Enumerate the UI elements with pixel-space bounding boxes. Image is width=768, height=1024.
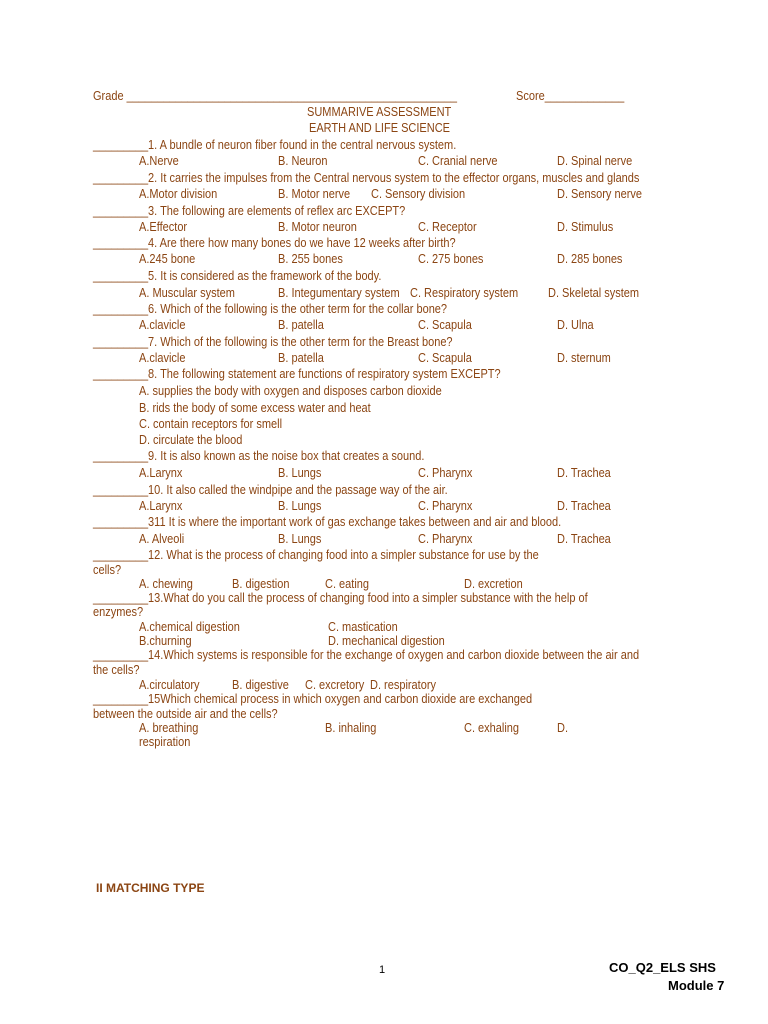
- footer-module: Module 7: [668, 978, 725, 993]
- question-13: _________13.What do you call the process of changing food into a simpler substance with the help of: [93, 591, 588, 605]
- q2-option-d: D. Sensory nerve: [557, 187, 642, 201]
- q6-option-d: D. Ulna: [557, 318, 594, 332]
- q5-option-b: B. Integumentary system: [278, 286, 400, 300]
- q15-option-c: C. exhaling: [464, 721, 520, 735]
- question-4: _________4. Are there how many bones do we have 12 weeks after birth?: [93, 236, 456, 250]
- q3-option-c: C. Receptor: [418, 220, 477, 234]
- q13-option-c: C. mastication: [328, 620, 398, 634]
- q15-option-b: B. inhaling: [325, 721, 377, 735]
- q13-option-b: B.churning: [139, 634, 192, 648]
- q10-option-c: C. Pharynx: [418, 499, 473, 513]
- q15-option-a: A. breathing: [139, 721, 199, 735]
- question-15: _________15Which chemical process in which oxygen and carbon dioxide are exchanged: [93, 692, 533, 706]
- q8-option-a: A. supplies the body with oxygen and disposes carbon dioxide: [139, 384, 442, 398]
- q4-option-b: B. 255 bones: [278, 252, 343, 266]
- grade-line: Grade ______________________________________________________: [93, 89, 457, 103]
- q6-option-c: C. Scapula: [418, 318, 472, 332]
- q2-option-a: A.Motor division: [139, 187, 218, 201]
- q15-option-d: D.: [557, 721, 568, 735]
- question-8: _________8. The following statement are functions of respiratory system EXCEPT?: [93, 367, 501, 381]
- q9-option-d: D. Trachea: [557, 466, 611, 480]
- subject-title: EARTH AND LIFE SCIENCE: [309, 121, 451, 135]
- q8-option-b: B. rids the body of some excess water and heat: [139, 401, 371, 415]
- q4-option-c: C. 275 bones: [418, 252, 484, 266]
- q2-option-c: C. Sensory division: [371, 187, 466, 201]
- footer-code: CO_Q2_ELS SHS: [609, 960, 716, 975]
- question-14: _________14.Which systems is responsible for the exchange of oxygen and carbon dioxide between the air and: [93, 648, 640, 662]
- q11-option-b: B. Lungs: [278, 532, 322, 546]
- q15-option-d-cont: respiration: [139, 735, 191, 749]
- section-heading: II MATCHING TYPE: [96, 881, 205, 895]
- q12-option-d: D. excretion: [464, 577, 523, 591]
- q9-option-a: A.Larynx: [139, 466, 183, 480]
- q14-option-b: B. digestive: [232, 678, 289, 692]
- q4-option-a: A.245 bone: [139, 252, 196, 266]
- q9-option-b: B. Lungs: [278, 466, 322, 480]
- q3-option-d: D. Stimulus: [557, 220, 614, 234]
- q14-option-a: A.circulatory: [139, 678, 200, 692]
- q3-option-a: A.Effector: [139, 220, 188, 234]
- question-10: _________10. It also called the windpipe and the passage way of the air.: [93, 483, 448, 497]
- q9-option-c: C. Pharynx: [418, 466, 473, 480]
- q12-option-a: A. chewing: [139, 577, 193, 591]
- q10-option-b: B. Lungs: [278, 499, 322, 513]
- q5-option-d: D. Skeletal system: [548, 286, 640, 300]
- q12-option-c: C. eating: [325, 577, 370, 591]
- question-15-cont: between the outside air and the cells?: [93, 707, 278, 721]
- q1-option-c: C. Cranial nerve: [418, 154, 498, 168]
- page-number: 1: [379, 964, 386, 976]
- q14-option-d: D. respiratory: [370, 678, 437, 692]
- q2-option-b: B. Motor nerve: [278, 187, 351, 201]
- q7-option-a: A.clavicle: [139, 351, 186, 365]
- q3-option-b: B. Motor neuron: [278, 220, 357, 234]
- q7-option-c: C. Scapula: [418, 351, 472, 365]
- question-12-cont: cells?: [93, 563, 122, 577]
- q8-option-c: C. contain receptors for smell: [139, 417, 283, 431]
- q13-option-d: D. mechanical digestion: [328, 634, 445, 648]
- q10-option-d: D. Trachea: [557, 499, 611, 513]
- q11-option-c: C. Pharynx: [418, 532, 473, 546]
- q7-option-b: B. patella: [278, 351, 324, 365]
- q11-option-d: D. Trachea: [557, 532, 611, 546]
- question-3: _________3. The following are elements of reflex arc EXCEPT?: [93, 204, 406, 218]
- question-5: _________5. It is considered as the framework of the body.: [93, 269, 382, 283]
- question-7: _________7. Which of the following is the other term for the Breast bone?: [93, 335, 453, 349]
- q5-option-a: A. Muscular system: [139, 286, 235, 300]
- question-6: _________6. Which of the following is the other term for the collar bone?: [93, 302, 448, 316]
- q4-option-d: D. 285 bones: [557, 252, 623, 266]
- assessment-title: SUMMARIVE ASSESSMENT: [307, 105, 452, 119]
- q6-option-a: A.clavicle: [139, 318, 186, 332]
- question-11: _________311 It is where the important work of gas exchange takes between and air and blood.: [93, 515, 562, 529]
- q1-option-d: D. Spinal nerve: [557, 154, 633, 168]
- q13-option-a: A.chemical digestion: [139, 620, 240, 634]
- q5-option-c: C. Respiratory system: [410, 286, 519, 300]
- q8-option-d: D. circulate the blood: [139, 433, 243, 447]
- q1-option-a: A.Nerve: [139, 154, 179, 168]
- q6-option-b: B. patella: [278, 318, 324, 332]
- q10-option-a: A.Larynx: [139, 499, 183, 513]
- score-line: Score_____________: [516, 89, 625, 103]
- q7-option-d: D. sternum: [557, 351, 611, 365]
- question-2: _________2. It carries the impulses from the Central nervous system to the effector organs, muscles and glands: [93, 171, 640, 185]
- q14-option-c: C. excretory: [305, 678, 365, 692]
- question-1: _________1. A bundle of neuron fiber found in the central nervous system.: [93, 138, 457, 152]
- question-9: _________9. It is also known as the noise box that creates a sound.: [93, 449, 425, 463]
- q11-option-a: A. Alveoli: [139, 532, 185, 546]
- q12-option-b: B. digestion: [232, 577, 290, 591]
- question-12: _________12. What is the process of changing food into a simpler substance for use by the: [93, 548, 539, 562]
- question-13-cont: enzymes?: [93, 605, 144, 619]
- q1-option-b: B. Neuron: [278, 154, 328, 168]
- question-14-cont: the cells?: [93, 663, 140, 677]
